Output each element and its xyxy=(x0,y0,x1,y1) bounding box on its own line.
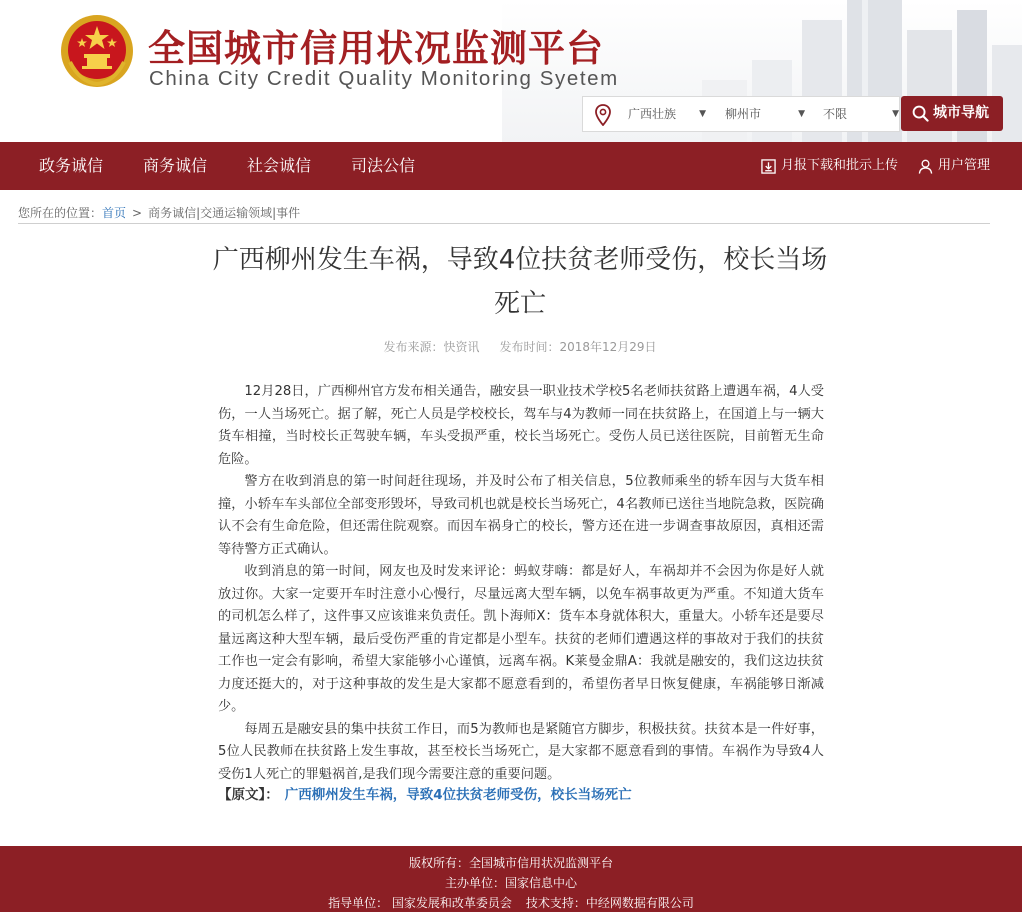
nav-item-government-credit[interactable]: 政务诚信 xyxy=(39,156,104,175)
breadcrumb-path: 商务诚信|交通运输领域|事件 xyxy=(148,206,301,220)
province-value: 广西壮族 xyxy=(628,107,677,121)
article-source: 发布来源：快资讯 xyxy=(383,340,480,354)
original-source xyxy=(218,783,632,803)
footer-tech-support: 技术支持：中经网数据有限公司 xyxy=(525,896,694,910)
article-date: 发布时间：2018年12月29日 xyxy=(499,340,657,354)
footer-copyright: 版权所有：全国城市信用状况监测平台 xyxy=(408,856,613,870)
search-icon xyxy=(912,105,929,122)
city-nav-button[interactable] xyxy=(901,96,1003,131)
site-subtitle: China City Credit Quality Monitoring Syetem xyxy=(149,67,619,90)
location-pin-icon xyxy=(595,104,611,126)
footer-host: 主办单位：国家信息中心 xyxy=(444,876,577,890)
nav-item-business-credit[interactable]: 商务诚信 xyxy=(143,156,208,175)
footer-guidance xyxy=(0,893,1022,912)
footer-guide-unit: 指导单位： 国家发展和改革委员会 xyxy=(328,896,512,910)
city-nav-label: 城市导航 xyxy=(933,105,989,121)
original-label: 【原文】： xyxy=(218,787,279,803)
breadcrumb-prefix: 您所在的位置： xyxy=(18,206,103,220)
district-select[interactable] xyxy=(823,97,899,131)
district-value: 不限 xyxy=(823,107,848,121)
article-paragraph: 收到消息的第一时间，网友也及时发来评论：蚂蚁芽嗨：都是好人，车祸却并不会因为你是好人就放过你。大家一定要开车时注意小心慢行，尽量远离大型车辆，以免车祸事故更为严重。不知道大货车的司机怎么样了，这件事又应该谁来负责任。凯卜海师X：货车本身就体积大，重量大。小轿车还是要尽量远离这种大型车辆，最后受伤严重的肯定都是小型车。扶贫的老师们遭遇这样的事故对于我们的扶贫工作也一定会有影响，希望大家能够小心谨慎，远离车祸。K莱曼金鼎A：我就是融安的，我们这边扶贫力度还挺大的，对于这种事故的发生是大家都不愿意看到的，希望伤者早日恢复健康，车祸能够日渐减少。 xyxy=(218,564,824,714)
article-body xyxy=(218,381,824,786)
nav-item-social-credit[interactable]: 社会诚信 xyxy=(247,156,312,175)
user-management-link[interactable] xyxy=(918,142,990,190)
user-icon xyxy=(918,159,933,174)
site-header xyxy=(0,0,1022,142)
national-emblem-icon xyxy=(60,14,134,88)
chevron-down-icon: ▼ xyxy=(699,109,706,119)
article-paragraph: 警方在收到消息的第一时间赶往现场，并及时公布了相关信息，5位教师乘坐的轿车因与大货车相撞，小轿车车头部位全部变形毁坏，导致司机也就是校长当场死亡，4名教师已送往当地院急救，医院确认不会有生命危险，但还需住院观察。而因车祸身亡的校长，警方还在进一步调查事故原因，真相还需等待警方正式确认。 xyxy=(218,474,824,557)
article-title: 广西柳州发生车祸，导致4位扶贫老师受伤，校长当场死亡 xyxy=(212,245,828,319)
region-selector xyxy=(582,96,900,132)
city-value: 柳州市 xyxy=(725,107,762,121)
nav-item-judicial-credibility[interactable]: 司法公信 xyxy=(351,156,416,175)
main-nav xyxy=(0,142,1022,190)
chevron-down-icon: ▼ xyxy=(798,109,805,119)
original-article-link[interactable]: 广西柳州发生车祸，导致4位扶贫老师受伤，校长当场死亡 xyxy=(284,787,632,803)
breadcrumb-home-link[interactable]: 首页 xyxy=(102,206,127,220)
chevron-down-icon: ▼ xyxy=(892,109,899,119)
monthly-report-label: 月报下载和批示上传 xyxy=(781,158,899,173)
monthly-report-download-link[interactable] xyxy=(761,142,898,190)
user-management-label: 用户管理 xyxy=(938,158,991,173)
breadcrumb-separator: > xyxy=(132,206,143,220)
site-title: 全国城市信用状况监测平台 xyxy=(148,27,604,70)
site-footer xyxy=(0,846,1022,912)
article-paragraph: 每周五是融安县的集中扶贫工作日，而5为教师也是紧随官方脚步，积极扶贫。扶贫本是一件好事，5位人民教师在扶贫路上发生事故，甚至校长当场死亡，是大家都不愿意看到的事情。车祸作为导致4人受伤1人死亡的罪魁祸首,是我们现今需要注意的重要问题。 xyxy=(218,721,824,782)
download-icon xyxy=(761,159,776,174)
article-paragraph: 12月28日，广西柳州官方发布相关通告，融安县一职业技术学校5名老师扶贫路上遭遇车祸，4人受伤，一人当场死亡。据了解，死亡人员是学校校长，驾车与4为教师一同在扶贫路上，在国道上与一辆大货车相撞，当时校长正驾驶车辆，车头受损严重，校长当场死亡。受伤人员已送往医院，目前暂无生命危险。 xyxy=(218,384,824,467)
article-meta xyxy=(210,338,830,355)
province-select[interactable] xyxy=(628,97,706,131)
city-select[interactable] xyxy=(725,97,805,131)
breadcrumb xyxy=(18,204,990,224)
